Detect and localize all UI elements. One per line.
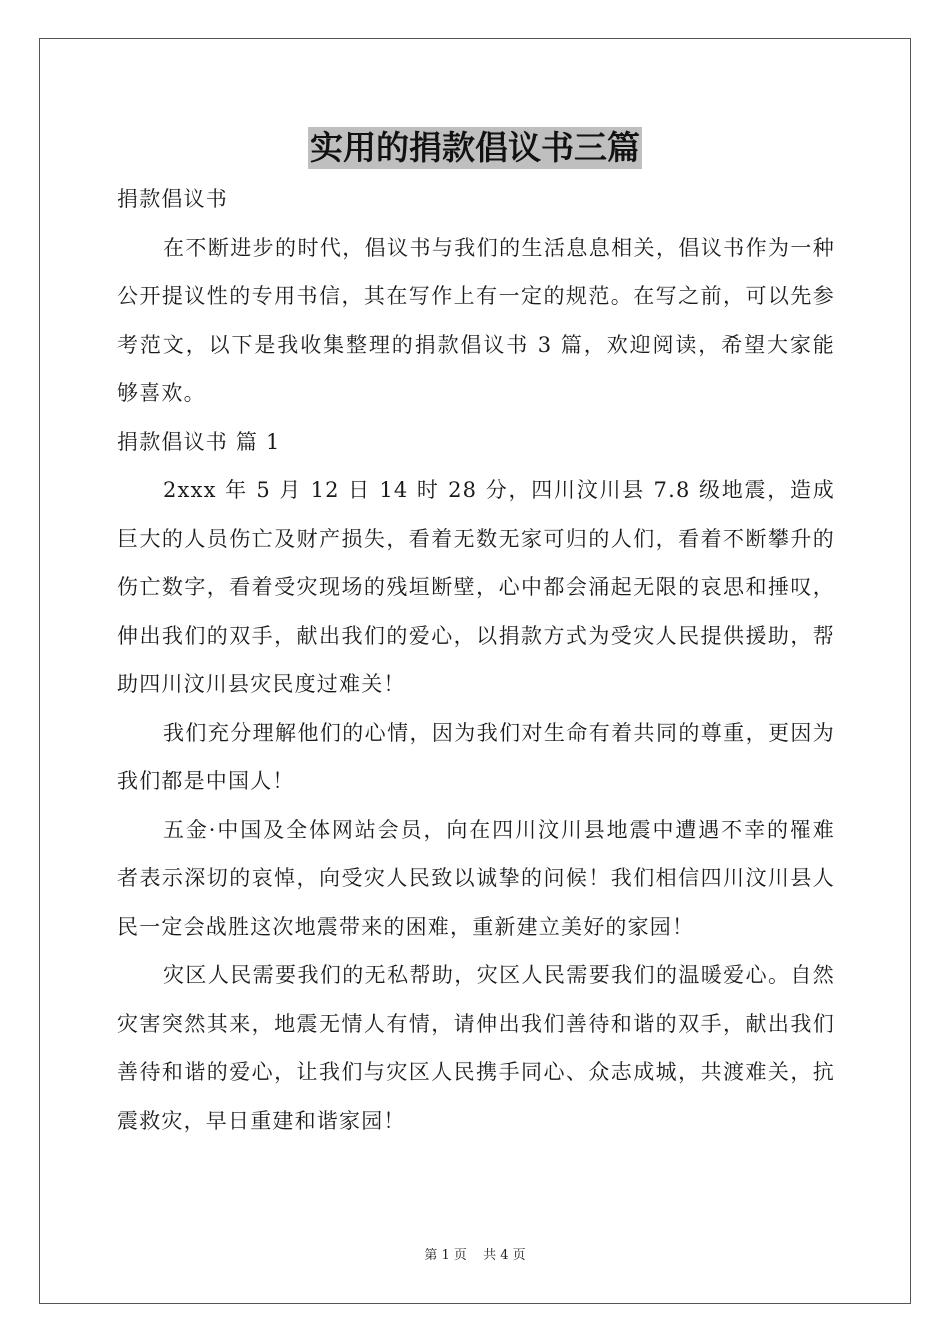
document-body <box>117 175 835 1145</box>
section-heading: 捐款倡议书 <box>117 187 228 211</box>
intro-paragraph: 在不断进步的时代，倡议书与我们的生活息息相关，倡议书作为一种公开提议性的专用书信，其在写作上有一定的规范。在写之前，可以先参考范文，以下是我收集整理的捐款倡议书 3 篇，欢迎阅读，希望大家能够喜欢。 <box>117 235 835 405</box>
document-title: 实用的捐款倡议书三篇 <box>310 128 640 167</box>
body-paragraph: 五金·中国及全体网站会员，向在四川汶川县地震中遭遇不幸的罹难者表示深切的哀悼，向受灾人民致以诚挚的问候！我们相信四川汶川县人民一定会战胜这次地震带来的困难，重新建立美好的家园！ <box>117 817 835 939</box>
section-heading: 捐款倡议书 篇 1 <box>117 429 281 454</box>
page-total: 共 4 页 <box>483 1248 526 1263</box>
page-footer <box>0 1247 950 1265</box>
title-container <box>0 127 950 169</box>
body-paragraph: 2xxx 年 5 月 12 日 14 时 28 分，四川汶川县 7.8 级地震，造成巨大的人员伤亡及财产损失，看着无数无家可归的人们，看着不断攀升的伤亡数字，看着受灾现场的残垣断壁，心中都会涌起无限的哀思和捶叹，伸出我们的双手，献出我们的爱心，以捐款方式为受灾人民提供援助，帮助四川汶川县灾民度过难关！ <box>117 478 835 696</box>
body-paragraph: 我们充分理解他们的心情，因为我们对生命有着共同的尊重，更因为我们都是中国人！ <box>117 720 835 793</box>
body-paragraph: 灾区人民需要我们的无私帮助，灾区人民需要我们的温暖爱心。自然灾害突然其来，地震无情人有情，请伸出我们善待和谐的双手，献出我们善待和谐的爱心，让我们与灾区人民携手同心、众志成城，共渡难关，抗震救灾，早日重建和谐家园！ <box>117 963 835 1133</box>
page-number: 第 1 页 <box>424 1248 467 1263</box>
